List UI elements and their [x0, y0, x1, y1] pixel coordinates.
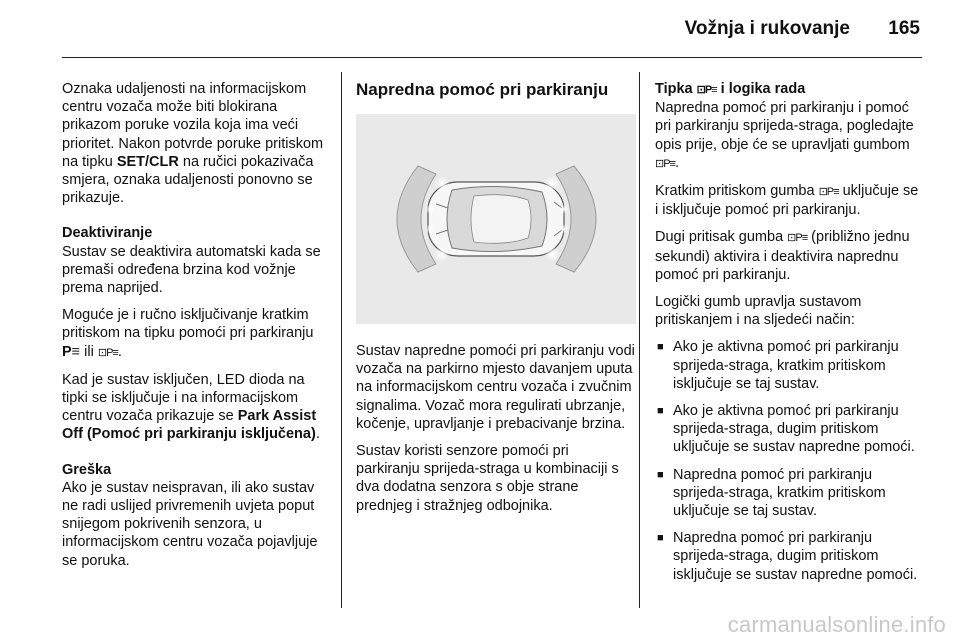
logic-bullet-list [655, 338, 925, 583]
paragraph-short-press: Kratkim pritiskom gumba ⊡P≡ uključuje se i isključuje pomoć pri parkiranju. [655, 183, 919, 219]
paragraph-logic-intro: Logički gumb upravlja sustavom pritiskanjem i na sljedeći način: [655, 294, 862, 329]
list-item: ■ Ako je aktivna pomoć pri parkiranju sprijeda-straga, kratkim pritiskom isključuje se taj sustav. [655, 338, 925, 393]
list-item: ■ Ako je aktivna pomoć pri parkiranju sprijeda-straga, dugim pritiskom uključuje se sustav napredne pomoći. [655, 402, 925, 457]
paragraph-sensors: Sustav koristi senzore pomoći pri parkiranju sprijeda-straga u kombinaciji s dva dodatna senzora s obje strane prednjeg i stražnjeg odbojnika. [356, 443, 619, 514]
advanced-park-assist-icon: ⊡P≡ [97, 346, 118, 359]
car-top-view-image [356, 114, 636, 324]
paragraph-system-description: Sustav napredne pomoći pri parkiranju vodi vozača na parkirno mjesto davanjem uputa na informacijskom centru vozača i zvučnim signalima. Vozač mora regulirati ubrzanje, kočenje, upravljanje i prebacivanje brzina. [356, 343, 635, 432]
advanced-park-assist-icon: ⊡P≡ [696, 84, 717, 96]
advanced-park-assist-icon: ⊡P≡ [818, 186, 839, 199]
advanced-park-assist-icon: ⊡P≡ [787, 232, 808, 245]
heading-deactivation: Deaktiviranje [62, 225, 153, 242]
section-button-logic [655, 80, 925, 99]
page-number: 165 [888, 18, 920, 39]
section-error: Greška Ako je sustav neispravan, ili ako sustav ne radi uslijed privremenih uvjeta poput snijegom pokrivenih senzora, u informacijskom centru vozača pojavljuje se poruka. [62, 461, 332, 570]
column-1 [62, 80, 332, 579]
column-divider-2 [639, 72, 640, 608]
page-header [0, 0, 960, 52]
page-title: Vožnja i rukovanje [684, 18, 850, 39]
column-2 [356, 80, 636, 524]
set-clr-key: SET/CLR [116, 153, 179, 170]
section-deactivation: Deaktiviranje Sustav se deaktivira automatski kada se premaši određena brzina kod vožnje prema naprijed. [62, 224, 332, 297]
heading-button-logic: Tipka ⊡P≡ i logika rada [655, 81, 806, 97]
advanced-park-assist-icon: ⊡P≡ [655, 157, 675, 170]
watermark: carmanualsonline.info [727, 612, 946, 637]
column-divider-1 [341, 72, 342, 608]
park-assist-icon: P≡ [62, 343, 81, 360]
park-assist-off-message: Park Assist Off (Pomoć pri parkiranju isključena) [62, 408, 317, 443]
header-divider [62, 57, 922, 58]
car-sensor-illustration [356, 114, 636, 324]
paragraph-system-off: Kad je sustav isključen, LED dioda na tipki se isključuje i na informacijskom centru vozača prikazuje se Park Assist Off (Pomoć pri parkiranju isključena). [62, 371, 320, 443]
paragraph-button-control: Napredna pomoć pri parkiranju i pomoć pri parkiranju sprijeda-straga, pogledajte opis prije, obje će se upravljati gumbom ⊡P≡. [655, 100, 914, 171]
list-item: ■ Napredna pomoć pri parkiranju sprijeda-straga, dugim pritiskom isključuje se sustav napredne pomoći. [655, 529, 925, 584]
heading-error: Greška [62, 461, 112, 478]
paragraph-manual-off: Moguće je i ručno isključivanje kratkim pritiskom na tipku pomoći pri parkiranju P≡ ili ⊡P≡. [62, 307, 314, 360]
paragraph-distance-indication: Oznaka udaljenosti na informacijskom centru vozača može biti blokirana prikazom poruke vozila koja ima veći prioritet. Nakon potvrde poruke pritiskom na tipku SET/CLR na ručici pokazivača smjera, oznaka udaljenosti ponovno se prikazuje. [62, 81, 324, 207]
paragraph-long-press: Dugi pritisak gumba ⊡P≡ (približno jednu sekundi) aktivira i deaktivira naprednu pomoć pri parkiranju. [655, 229, 910, 283]
column-3 [655, 80, 925, 593]
heading-advanced-park-assist: Napredna pomoć pri parkiranju [356, 80, 609, 99]
list-item: ■ Napredna pomoć pri parkiranju sprijeda-straga, kratkim pritiskom uključuje se taj sustav. [655, 466, 925, 521]
